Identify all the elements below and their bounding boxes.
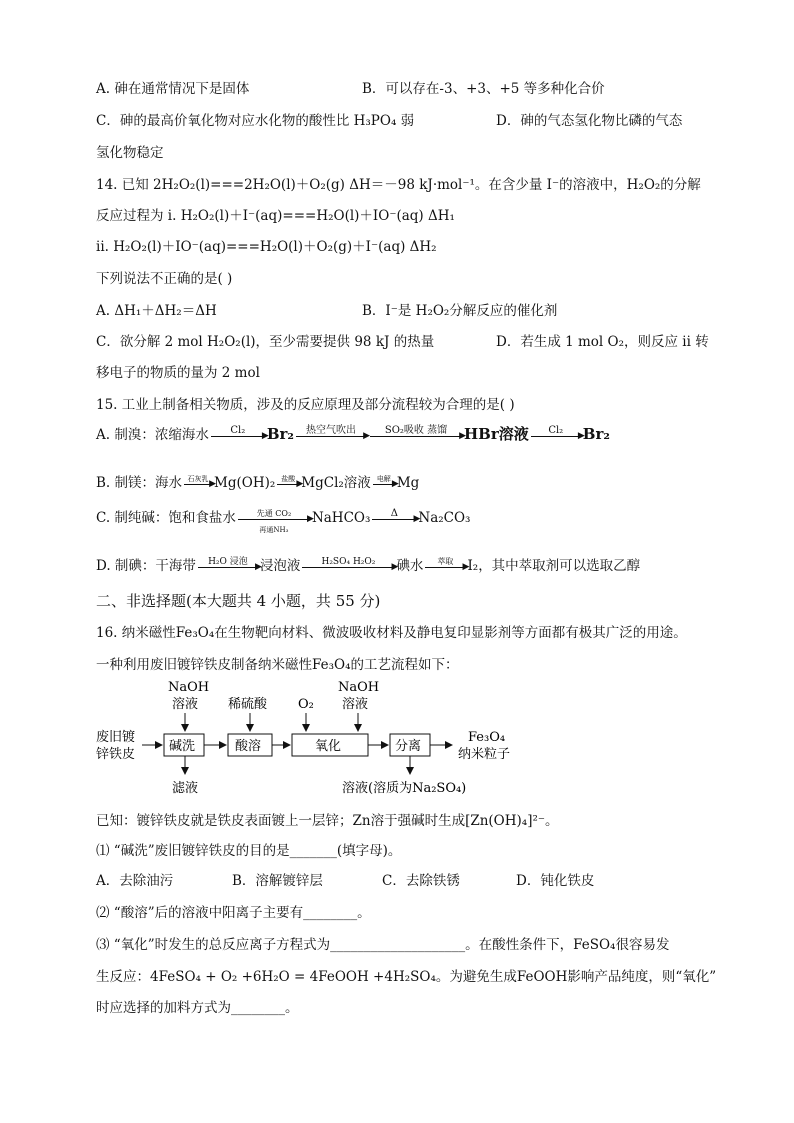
q16-sub1-option-d: D．钝化铁皮 (516, 873, 595, 889)
q15b-arrow-3-label: 电解 (376, 474, 391, 483)
q15a-arrow-1: Cl₂ ▶ (211, 435, 265, 437)
q16-sub3-line3: 时应选择的加料方式为________。 (96, 1000, 299, 1016)
flow-na2so4-solution: 溶液(溶质为Na₂SO₄) (342, 781, 467, 796)
flow-box-2-label: 酸溶 (235, 739, 262, 754)
q15b-arrow-2: 盐酸 ▶ (277, 483, 299, 485)
q13-option-b: B．可以存在-3、+3、+5 等多种化合价 (362, 81, 605, 97)
section-heading: 二、非选择题(本大题共 4 小题，共 55 分) (96, 592, 381, 610)
flow-naoh-1: NaOH (168, 680, 210, 695)
q14-stem-line1: 14. 已知 2H₂O₂(l)===2H₂O(l)＋O₂(g) ΔH＝－98 kJ·mol⁻¹。在含少量 I⁻的溶液中，H₂O₂的分解 (96, 177, 701, 193)
q15a-arrow-2: 热空气吹出 ▶ (296, 435, 366, 437)
flow-solution-2: 溶液 (342, 697, 369, 712)
q15c-arrow-1: 先通 CO₂ ▶ 再通NH₃ (238, 518, 310, 520)
q15b-arrow-3: 电解 ▶ (373, 483, 395, 485)
flow-output-fe3o4: Fe₃O₄ (468, 730, 506, 745)
q13-option-d: D．砷的气态氢化物比磷的气态 (496, 113, 683, 129)
q14-stem-line3: ii. H₂O₂(l)＋IO⁻(aq)===H₂O(l)＋O₂(g)＋I⁻(aq) ΔH₂ (96, 239, 437, 255)
q14-stem-line2: 反应过程为 i. H₂O₂(l)＋I⁻(aq)===H₂O(l)＋IO⁻(aq) ΔH₁ (96, 208, 455, 224)
q15a-arrow-3: SO₂吸收 蒸馏 ▶ (370, 435, 462, 437)
q15a-product-3: Br₂ (582, 425, 610, 443)
q15-stem: 15. 工业上制备相关物质，涉及的反应原理及部分流程较为合理的是( ) (96, 397, 515, 413)
flow-box-1-label: 碱洗 (169, 739, 196, 754)
q15d-arrow-3-label: 萃取 (437, 556, 454, 566)
q15c-arrow-1-label: 先通 CO₂ (256, 508, 292, 518)
q16-sub1-option-a: A．去除油污 (96, 873, 174, 889)
flow-input-line2: 锌铁皮 (96, 747, 136, 762)
q15c-arrow-1-sublabel: 再通NH₃ (259, 525, 289, 534)
flow-output-nanoparticles: 纳米粒子 (458, 747, 511, 762)
q15d-arrow-2-label: H₂SO₄ H₂O₂ (321, 556, 376, 567)
q15b-prefix: B. 制镁：海水 (96, 475, 183, 491)
q14-option-d-cont: 移电子的物质的量为 2 mol (96, 365, 260, 381)
q15-option-a (96, 424, 610, 445)
q15a-arrow-2-label: 热空气吹出 (306, 424, 356, 436)
q14-option-d: D．若生成 1 mol O₂，则反应 ii 转 (496, 334, 709, 350)
q15d-product-3: I₂ (467, 558, 479, 574)
q14-stem-line4: 下列说法不正确的是( ) (96, 271, 233, 287)
q15a-arrow-4-label: Cl₂ (548, 424, 564, 436)
q15d-arrow-3: 萃取 ▶ (425, 566, 465, 568)
q15c-prefix: C. 制纯碱：饱和食盐水 (96, 510, 236, 526)
q15d-prefix: D. 制碘：干海带 (96, 558, 196, 574)
q15d-arrow-1: H₂O 浸泡 ▶ (198, 566, 258, 568)
q16-stem-line1: 16. 纳米磁性Fe₃O₄在生物靶向材料、微波吸收材料及静电复印显影剂等方面都有极其广泛的用途。 (96, 625, 687, 641)
q16-known: 已知：镀锌铁皮就是铁皮表面镀上一层锌；Zn溶于强碱时生成[Zn(OH)₄]²⁻。 (96, 813, 559, 829)
q15-option-c (96, 507, 471, 534)
q15-option-d (96, 556, 640, 576)
q16-sub3-line1: ⑶ “氧化”时发生的总反应离子方程式为____________________。在酸性条件下，FeSO₄很容易发 (96, 937, 670, 953)
flow-naoh-2: NaOH (338, 680, 380, 695)
q15c-product-1: NaHCO₃ (311, 510, 371, 526)
q16-sub1-option-c: C．去除铁锈 (382, 873, 460, 889)
q15a-product-1: Br₂ (266, 425, 294, 443)
q15a-product-2: HBr溶液 (464, 425, 529, 443)
q15b-product-2: MgCl₂溶液 (301, 475, 371, 491)
flow-sulfuric-acid: 稀硫酸 (228, 697, 268, 712)
flow-input-line1: 废旧镀 (96, 730, 136, 745)
q15c-arrow-2: Δ ▶ (372, 518, 416, 520)
q16-sub3-line2: 生反应：4FeSO₄ + O₂ +6H₂O = 4FeOOH +4H₂SO₄。为避免生成FeOOH影响产品纯度，则“氧化” (96, 969, 717, 985)
q15b-arrow-1: 石灰乳 ▶ (184, 483, 212, 485)
q15a-prefix: A. 制溴：浓缩海水 (96, 427, 209, 443)
q15b-product-1: Mg(OH)₂ (214, 475, 276, 491)
q15b-arrow-2-label: 盐酸 (281, 474, 296, 483)
q15d-product-1: 浸泡液 (259, 558, 301, 574)
q14-option-b: B．I⁻是 H₂O₂分解反应的催化剂 (362, 303, 558, 319)
q15a-arrow-3-label: SO₂吸收 蒸馏 (384, 424, 448, 436)
q13-option-a: A. 砷在通常情况下是固体 (96, 81, 250, 97)
q16-stem-line2: 一种利用废旧镀锌铁皮制备纳米磁性Fe₃O₄的工艺流程如下： (96, 657, 459, 673)
q13-option-d-cont: 氢化物稳定 (96, 145, 164, 161)
flow-box-3-label: 氧化 (315, 739, 342, 754)
q15-option-b (96, 473, 419, 493)
flow-o2: O₂ (298, 697, 314, 712)
q16-sub2: ⑵ “酸溶”后的溶液中阳离子主要有________。 (96, 905, 371, 921)
process-flow-diagram (96, 678, 536, 798)
q15d-arrow-2: H₂SO₄ H₂O₂ ▶ (302, 566, 394, 568)
q15b-product-3: Mg (396, 475, 420, 491)
q14-option-c: C．欲分解 2 mol H₂O₂(l)，至少需要提供 98 kJ 的热量 (96, 334, 435, 350)
flow-svg (96, 678, 536, 798)
q15d-product-2: 碘水 (396, 558, 424, 574)
q15c-arrow-2-label: Δ (390, 507, 398, 519)
q15d-suffix: ，其中萃取剂可以选取乙醇 (478, 558, 641, 574)
q15c-product-2: Na₂CO₃ (418, 510, 471, 526)
flow-solution-1: 溶液 (172, 697, 199, 712)
q15a-arrow-1-label: Cl₂ (230, 424, 246, 436)
q15b-arrow-1-label: 石灰乳 (187, 474, 209, 483)
flow-filtrate: 滤液 (172, 781, 199, 796)
q16-sub1: ⑴ “碱洗”废旧镀锌铁皮的目的是_______(填字母)。 (96, 843, 402, 859)
flow-box-4-label: 分离 (395, 739, 422, 754)
q14-option-a: A. ΔH₁＋ΔH₂＝ΔH (96, 303, 217, 319)
q13-option-c: C．砷的最高价氧化物对应水化物的酸性比 H₃PO₄ 弱 (96, 113, 415, 129)
q15a-arrow-4: Cl₂ ▶ (531, 435, 581, 437)
q16-sub1-option-b: B．溶解镀锌层 (232, 873, 323, 889)
q15d-arrow-1-label: H₂O 浸泡 (208, 556, 248, 567)
